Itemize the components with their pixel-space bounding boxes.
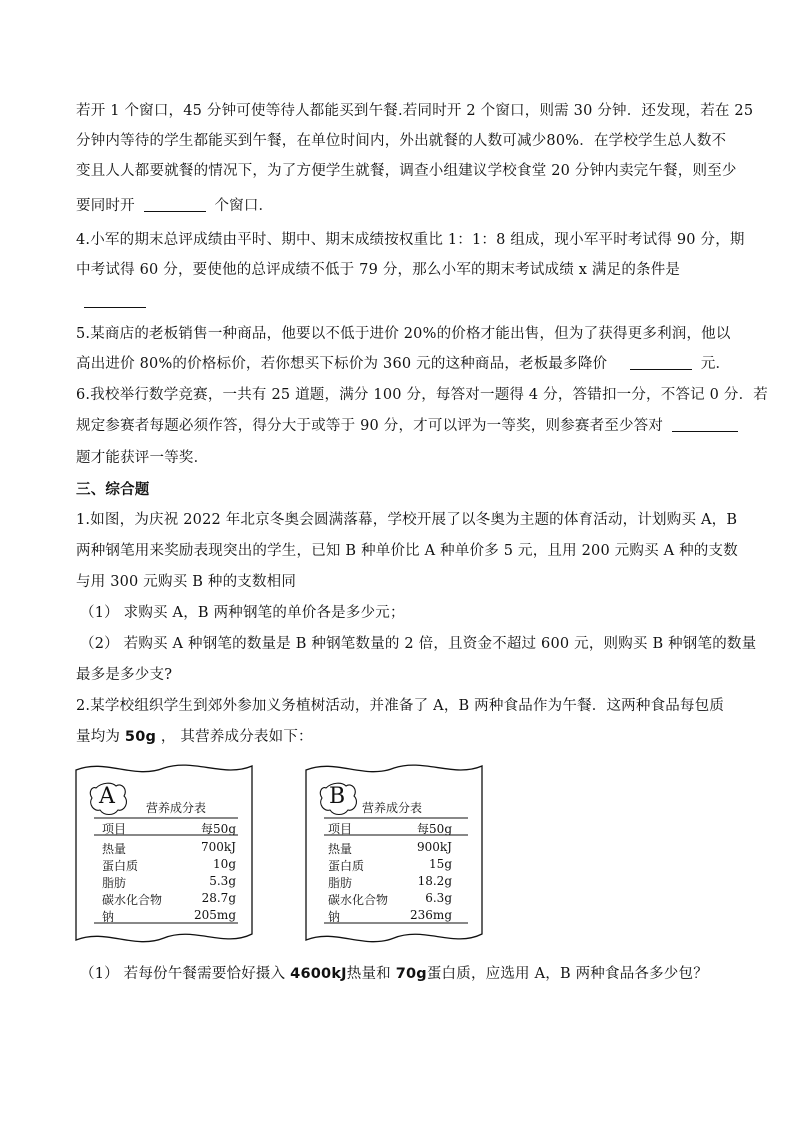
p2-line-2-text: 量均为 <box>76 729 121 745</box>
p2-energy: 4600kJ <box>290 966 347 982</box>
p2-line-2 <box>76 727 313 747</box>
card-b-header-key: 项目 <box>328 822 353 836</box>
q3-line-4-text: 要同时开 <box>76 198 135 214</box>
p1-sub-2-cont: 最多是多少支? <box>76 667 173 683</box>
q3-line-1: 若开 1 个窗口，45 分钟可使等待人都能买到午餐.若同时开 2 个窗口，则需 30 分钟．还发现，若在 25 <box>76 103 754 119</box>
q3-line-4-tail: 个窗口． <box>214 198 274 214</box>
card-b-row-key: 脂肪 <box>328 876 353 890</box>
p1-sub-1: （1） 求购买 A，B 两种钢笔的单价各是多少元； <box>80 605 405 621</box>
card-b-row-value: 15g <box>429 857 452 871</box>
card-a-row-value: 700kJ <box>201 840 236 854</box>
card-a-row-value: 28.7g <box>201 891 236 905</box>
card-b-letter: B <box>329 784 346 809</box>
card-b-row <box>328 891 452 905</box>
answer-blank-q5[interactable] <box>630 355 692 370</box>
card-b-row <box>328 908 452 922</box>
q6-line-3: 题才能获评一等奖． <box>76 450 209 466</box>
card-a-title: 营养成分表 <box>146 801 207 815</box>
card-b-header <box>328 820 452 834</box>
card-a-row-value: 205mg <box>194 908 236 922</box>
card-a-row-value: 5.3g <box>209 874 236 888</box>
card-a-letter: A <box>99 784 115 809</box>
q5-line-2-text: 高出进价 80%的价格标价，若你想买下标价为 360 元的这种商品，老板最多降价 <box>76 356 608 372</box>
p1-line-3: 与用 300 元购买 B 种的支数相同 <box>76 574 297 590</box>
answer-blank-q6[interactable] <box>672 417 738 432</box>
q4-line-2: 中考试得 60 分，要使他的总评成绩不低于 79 分，那么小军的期末考试成绩 x 满足的条件是 <box>76 262 681 278</box>
card-b-row <box>328 840 452 854</box>
card-a-row-key: 碳水化合物 <box>102 893 163 907</box>
q3-line-4 <box>76 196 273 216</box>
q6-line-2 <box>76 416 742 436</box>
q5-line-2-tail: 元． <box>700 356 731 372</box>
q3-line-2: 分钟内等待的学生都能买到午餐，在单位时间内，外出就餐的人数可减少80%．在学校学生总人数不 <box>76 133 727 149</box>
p1-line-1: 1.如图，为庆祝 2022 年北京冬奥会圆满落幕，学校开展了以冬奥为主题的体育活动，计划购买 A，B <box>76 512 738 528</box>
q4-line-1: 4.小军的期末总评成绩由平时、期中、期末成绩按权重比 1：1：8 组成，现小军平时考试得 90 分，期 <box>76 232 745 248</box>
q5-line-2 <box>76 354 730 374</box>
p2-line-2-tail: ， 其营养成分表如下： <box>160 729 313 745</box>
card-b-row-value: 6.3g <box>425 891 452 905</box>
card-b-row-key: 碳水化合物 <box>328 893 389 907</box>
section-title: 三、综合题 <box>76 482 150 498</box>
answer-blank-q3[interactable] <box>144 197 206 212</box>
card-a-row-key: 脂肪 <box>102 876 127 890</box>
p2-sub-1-tail: 蛋白质，应选用 A，B 两种食品各多少包？ <box>426 966 708 982</box>
card-b-row-value: 900kJ <box>417 840 452 854</box>
card-b-header-value: 每50g <box>417 822 452 836</box>
q4-blank-line <box>76 292 150 312</box>
card-b-title: 营养成分表 <box>362 801 423 815</box>
card-a-row-key: 热量 <box>102 842 127 856</box>
q6-line-1: 6.我校举行数学竞赛，一共有 25 道题，满分 100 分，每答对一题得 4 分，答错扣一分，不答记 0 分．若 <box>76 387 768 403</box>
card-b-row <box>328 874 452 888</box>
p1-sub-2: （2） 若购买 A 种钢笔的数量是 B 种钢笔数量的 2 倍，且资金不超过 600 元，则购买 B 种钢笔的数量 <box>80 636 757 652</box>
card-a-row-key: 钠 <box>102 910 115 924</box>
q5-line-1: 5.某商店的老板销售一种商品，他要以不低于进价 20%的价格才能出售，但为了获得更多利润，他以 <box>76 326 731 342</box>
q3-line-3: 变且人人都要就餐的情况下，为了方便学生就餐，调查小组建议学校食堂 20 分钟内卖完午餐，则至少 <box>76 163 737 179</box>
card-b-row-key: 热量 <box>328 842 353 856</box>
card-b-row <box>328 857 452 871</box>
p2-sub-1-text: （1） 若每份午餐需要恰好摄入 <box>80 966 286 982</box>
nutrition-card-b <box>304 758 484 950</box>
nutrition-card-a <box>74 758 254 950</box>
card-a-row-key: 蛋白质 <box>102 859 139 873</box>
p1-line-2: 两种钢笔用来奖励表现突出的学生，已知 B 种单价比 A 种单价多 5 元，且用 200 元购买 A 种的支数 <box>76 543 738 559</box>
card-b-row-value: 18.2g <box>417 874 452 888</box>
card-b-row-value: 236mg <box>410 908 452 922</box>
answer-blank-q4[interactable] <box>84 293 146 308</box>
card-a-row <box>102 857 236 871</box>
card-a-row <box>102 840 236 854</box>
card-b-row-key: 蛋白质 <box>328 859 365 873</box>
p2-line-1: 2.某学校组织学生到郊外参加义务植树活动，并准备了 A，B 两种食品作为午餐．这两种食品每包质 <box>76 698 725 714</box>
q6-line-2-text: 规定参赛者每题必须作答，得分大于或等于 90 分，才可以评为一等奖，则参赛者至少答对 <box>76 418 664 434</box>
card-a-header <box>102 820 236 834</box>
card-a-row <box>102 908 236 922</box>
p2-sub-1 <box>80 964 708 984</box>
card-b-row-key: 钠 <box>328 910 341 924</box>
p2-protein: 70g <box>395 966 427 982</box>
card-a-row-value: 10g <box>213 857 236 871</box>
p2-mass: 50g <box>124 729 157 745</box>
card-a-row <box>102 891 236 905</box>
card-a-row <box>102 874 236 888</box>
p2-sub-1-mid: 热量和 <box>346 966 391 982</box>
card-a-header-value: 每50g <box>201 822 236 836</box>
card-a-header-key: 项目 <box>102 822 127 836</box>
